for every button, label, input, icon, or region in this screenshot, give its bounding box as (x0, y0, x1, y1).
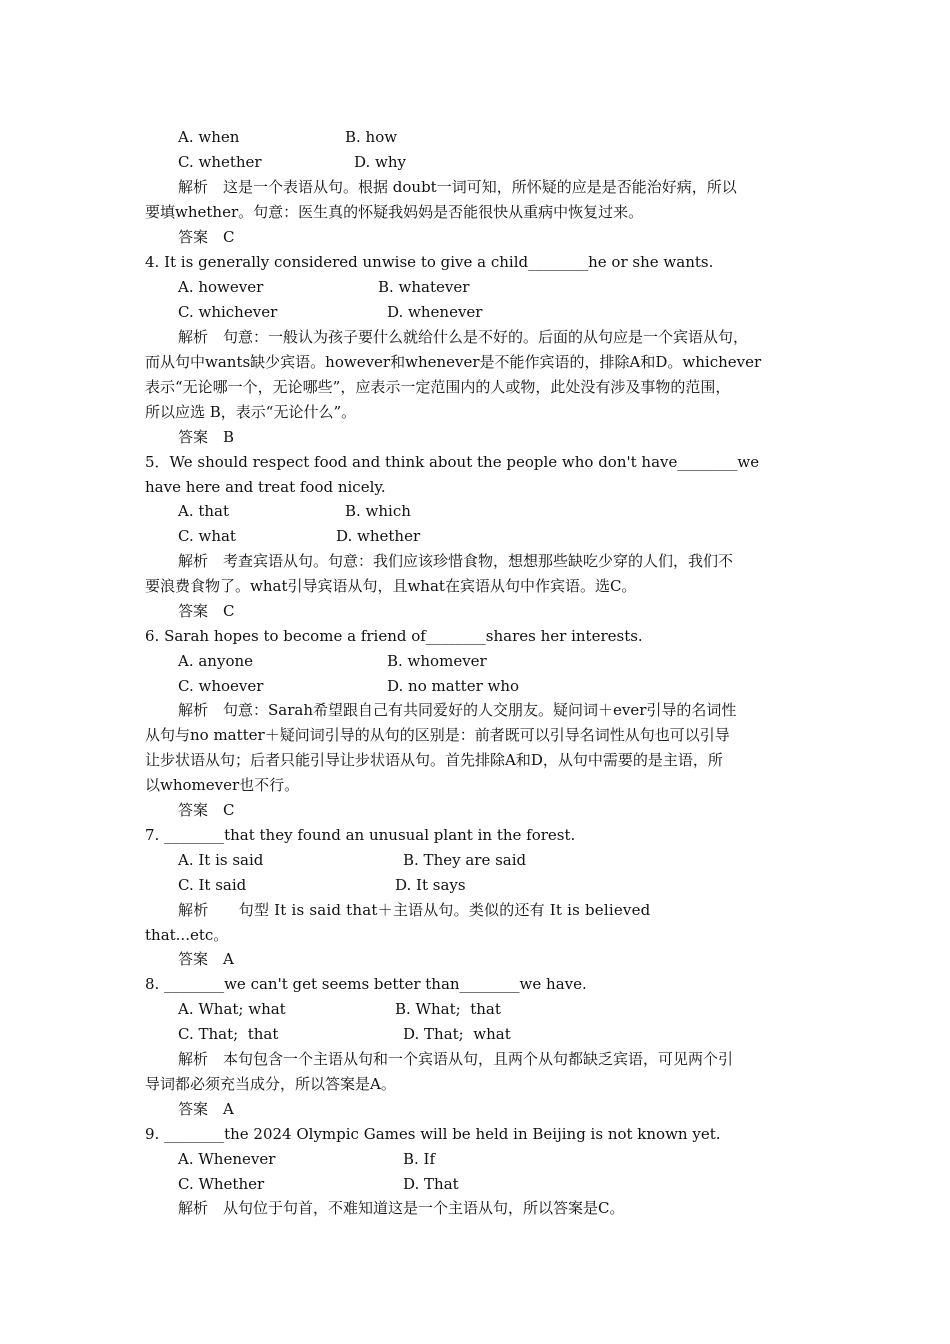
option-a: A. Whenever (178, 1150, 276, 1168)
q7-stem: 7. ________that they found an unusual plant in the forest. (145, 826, 576, 844)
option-d: D. It says (395, 876, 466, 894)
q4-analysis-line2: 而从句中wants缺少宾语。however和whenever是不能作宾语的，排除A和D。whichever (145, 353, 762, 371)
option-c: C. whoever (178, 677, 264, 695)
option-a: A. What; what (178, 1000, 286, 1018)
option-d: D. no matter who (387, 677, 520, 695)
q8-analysis-line2: 导词都必须充当成分，所以答案是A。 (145, 1075, 396, 1093)
q9-analysis-line1: 解析 从句位于句首，不难知道这是一个主语从句，所以答案是C。 (178, 1199, 625, 1217)
q9-stem: 9. ________the 2024 Olympic Games will be held in Beijing is not known yet. (145, 1125, 721, 1143)
q5-analysis-line2: 要浪费食物了。what引导宾语从句，且what在宾语从句中作宾语。选C。 (145, 577, 637, 595)
option-a: A. It is said (178, 851, 264, 869)
option-d: D. That (403, 1175, 459, 1193)
option-b: B. whomever (387, 652, 487, 670)
option-b: B. how (345, 128, 398, 146)
option-c: C. That; that (178, 1025, 279, 1043)
option-d: D. whenever (387, 303, 483, 321)
q8-stem: 8. ________we can't get seems better than________we have. (145, 975, 587, 993)
option-d: D. That; what (403, 1025, 511, 1043)
option-b: B. which (345, 502, 411, 520)
q7-answer: 答案 A (178, 950, 234, 968)
option-c: C. whichever (178, 303, 278, 321)
q8-answer: 答案 A (178, 1100, 234, 1118)
q3-analysis-line1: 解析 这是一个表语从句。根据 doubt一词可知，所怀疑的应是是否能治好病，所以 (178, 178, 737, 196)
option-b: B. They are said (403, 851, 527, 869)
option-a: A. anyone (178, 652, 254, 670)
option-c: C. Whether (178, 1175, 265, 1193)
q5-answer: 答案 C (178, 602, 235, 620)
option-a: A. that (178, 502, 230, 520)
q5-stem-line1: 5．We should respect food and think about the people who don't have________we (145, 453, 760, 471)
option-b: B. What; that (395, 1000, 501, 1018)
q6-stem: 6. Sarah hopes to become a friend of________shares her interests. (145, 627, 643, 645)
q5-stem-line2: have here and treat food nicely. (145, 478, 386, 496)
q8-analysis-line1: 解析 本句包含一个主语从句和一个宾语从句，且两个从句都缺乏宾语，可见两个引 (178, 1050, 734, 1068)
option-b: B. If (403, 1150, 436, 1168)
option-a: A. when (178, 128, 240, 146)
option-d: D. why (354, 153, 407, 171)
q6-analysis-line1: 解析 句意：Sarah希望跟自己有共同爱好的人交朋友。疑问词＋ever引导的名词性 (178, 701, 737, 719)
q4-answer: 答案 B (178, 428, 235, 446)
option-d: D. whether (336, 527, 421, 545)
q4-stem: 4. It is generally considered unwise to give a child________he or she wants. (145, 253, 714, 271)
option-c: C. what (178, 527, 236, 545)
option-b: B. whatever (378, 278, 470, 296)
q4-analysis-line1: 解析 句意：一般认为孩子要什么就给什么是不好的。后面的从句应是一个宾语从句， (178, 328, 749, 346)
q3-answer: 答案 C (178, 228, 235, 246)
option-c: C. It said (178, 876, 247, 894)
q5-analysis-line1: 解析 考查宾语从句。句意：我们应该珍惜食物，想想那些缺吃少穿的人们，我们不 (178, 552, 734, 570)
q4-analysis-line3: 表示“无论哪一个，无论哪些”，应表示一定范围内的人或物，此处没有涉及事物的范围， (145, 378, 731, 396)
q6-analysis-line4: 以whomever也不行。 (145, 776, 300, 794)
q4-analysis-line4: 所以应选 B，表示“无论什么”。 (145, 403, 357, 421)
q7-analysis-line2: that...etc。 (145, 926, 229, 944)
q6-analysis-line3: 让步状语从句；后者只能引导让步状语从句。首先排除A和D，从句中需要的是主语，所 (145, 751, 723, 769)
option-a: A. however (178, 278, 264, 296)
q6-answer: 答案 C (178, 801, 235, 819)
q6-analysis-line2: 从句与no matter＋疑问词引导的从句的区别是：前者既可以引导名词性从句也可以引导 (145, 726, 730, 744)
q7-analysis-line1: 解析 句型 It is said that＋主语从句。类似的还有 It is believed (178, 901, 651, 919)
option-c: C. whether (178, 153, 262, 171)
q3-analysis-line2: 要填whether。句意：医生真的怀疑我妈妈是否能很快从重病中恢复过来。 (145, 203, 644, 221)
